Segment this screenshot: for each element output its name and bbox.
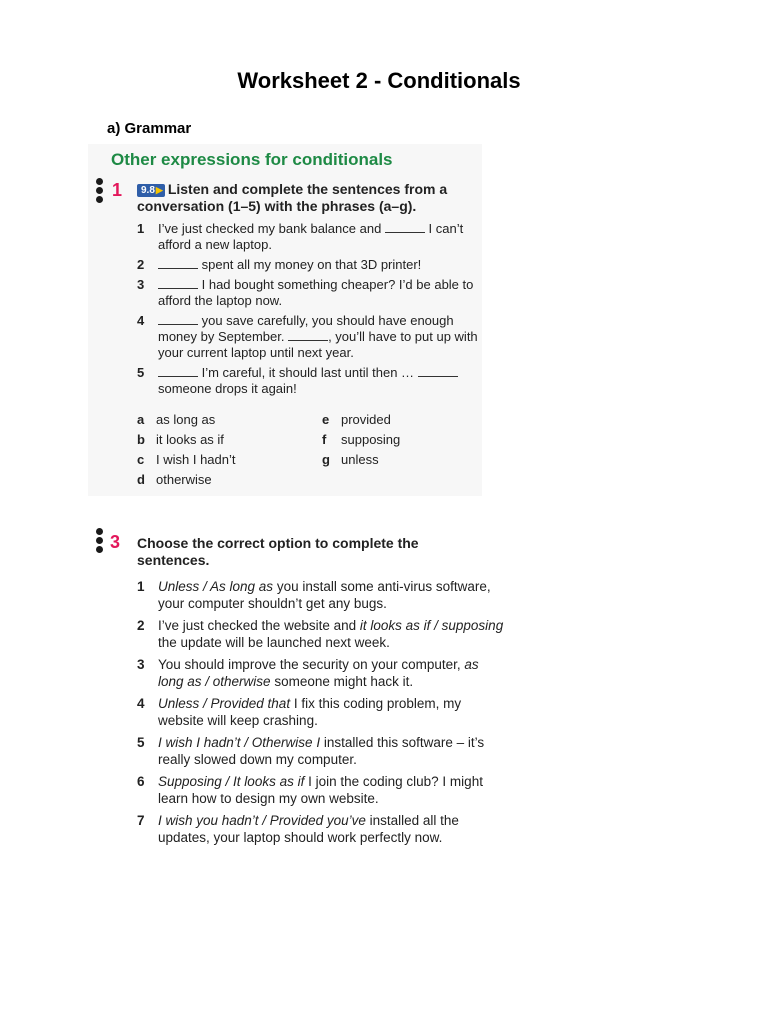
section-label: a) Grammar — [107, 120, 192, 137]
item-number: 4 — [137, 313, 145, 328]
option-item — [137, 470, 317, 490]
list-item — [137, 812, 505, 846]
list-item — [137, 734, 505, 768]
item-text: I had bought something cheaper? I’d be able to afford the laptop now. — [158, 277, 474, 308]
option-text: I wish I hadn’t — [156, 452, 236, 467]
option-text: supposing — [341, 432, 401, 447]
option-letter: a — [137, 412, 145, 427]
item-text: , you’ll have to put up with your current laptop until next year. — [158, 329, 478, 360]
answer-blank[interactable] — [158, 277, 198, 289]
audio-track-number: 9.8 — [141, 185, 155, 196]
exercise-1-items — [137, 221, 482, 401]
item-text: spent all my money on that 3D printer! — [198, 257, 422, 272]
option-text: as long as — [156, 412, 216, 427]
exercise-3-items — [137, 578, 505, 851]
option-text: provided — [341, 412, 391, 427]
item-text: I’ve just checked the website and — [158, 618, 360, 633]
option-choice[interactable]: Unless / Provided that — [158, 696, 291, 711]
item-number: 4 — [137, 696, 145, 711]
list-item — [137, 221, 482, 253]
item-text: you save carefully, you should have enough money by September. — [158, 313, 454, 344]
dots-icon — [96, 528, 104, 555]
list-item — [137, 277, 482, 309]
item-text: I’m careful, it should last until then … — [198, 365, 418, 380]
list-item — [137, 313, 482, 361]
option-choice[interactable]: I wish you hadn’t / Provided you’ve — [158, 813, 366, 828]
item-text: I can’t afford a new laptop. — [158, 221, 464, 252]
option-choice[interactable]: I wish I hadn’t / Otherwise I — [158, 735, 321, 750]
option-item — [137, 430, 317, 450]
item-text: someone might hack it. — [270, 674, 414, 689]
option-choice[interactable]: Unless / As long as — [158, 579, 274, 594]
option-item — [322, 430, 472, 450]
exercise-1-options-left — [137, 410, 317, 490]
option-letter: d — [137, 472, 145, 487]
exercise-1-heading: Other expressions for conditionals — [111, 150, 393, 169]
item-number: 1 — [137, 221, 145, 236]
list-item — [137, 617, 505, 651]
option-choice[interactable]: as long as / otherwise — [158, 657, 479, 689]
dots-icon — [96, 178, 104, 205]
item-number: 3 — [137, 277, 145, 292]
list-item — [137, 257, 482, 273]
exercise-1-number: 1 — [112, 180, 123, 200]
option-choice[interactable]: it looks as if / supposing — [359, 618, 504, 633]
list-item — [137, 365, 482, 397]
option-item — [137, 450, 317, 470]
item-text: installed all the updates, your laptop should work perfectly now. — [158, 813, 459, 845]
answer-blank[interactable] — [385, 221, 425, 233]
item-text: someone drops it again! — [158, 381, 297, 396]
audio-track-icon[interactable]: 9.8▶ — [137, 184, 165, 197]
option-letter: g — [322, 452, 330, 467]
exercise-3-number: 3 — [110, 532, 121, 552]
item-text: installed this software – it’s really slowed down my computer. — [158, 735, 485, 767]
answer-blank[interactable] — [418, 365, 458, 377]
option-text: otherwise — [156, 472, 212, 487]
exercise-1-instruction — [137, 181, 477, 215]
item-number: 3 — [137, 657, 145, 672]
list-item — [137, 656, 505, 690]
list-item — [137, 773, 505, 807]
item-text: I join the coding club? I might learn how to design my own website. — [158, 774, 483, 806]
option-letter: f — [322, 432, 327, 447]
answer-blank[interactable] — [158, 257, 198, 269]
answer-blank[interactable] — [158, 365, 198, 377]
option-item — [137, 410, 317, 430]
item-text: you install some anti-virus software, your computer shouldn’t get any bugs. — [158, 579, 491, 611]
answer-blank[interactable] — [158, 313, 198, 325]
answer-blank[interactable] — [288, 329, 328, 341]
exercise-1-instruction-text: Listen and complete the sentences from a conversation (1–5) with the phrases (a–g). — [137, 181, 448, 214]
item-number: 7 — [137, 813, 145, 828]
option-text: it looks as if — [156, 432, 224, 447]
item-text: You should improve the security on your computer, — [158, 657, 465, 672]
page-title: Worksheet 2 - Conditionals — [237, 68, 521, 93]
exercise-1-options-right — [322, 410, 472, 470]
item-number: 1 — [137, 579, 145, 594]
option-choice[interactable]: Supposing / It looks as if — [158, 774, 305, 789]
option-letter: c — [137, 452, 145, 467]
option-item — [322, 410, 472, 430]
item-text: I’ve just checked my bank balance and — [158, 221, 385, 236]
option-letter: b — [137, 432, 145, 447]
item-number: 6 — [137, 774, 145, 789]
list-item — [137, 695, 505, 729]
item-number: 5 — [137, 365, 145, 380]
option-text: unless — [341, 452, 379, 467]
option-item — [322, 450, 472, 470]
item-text: I fix this coding problem, my website will keep crashing. — [158, 696, 462, 728]
item-text: the update will be launched next week. — [158, 635, 390, 650]
item-number: 2 — [137, 257, 145, 272]
exercise-3-instruction: Choose the correct option to complete the sentences. — [137, 535, 419, 568]
item-number: 2 — [137, 618, 145, 633]
item-number: 5 — [137, 735, 145, 750]
list-item — [137, 578, 505, 612]
option-letter: e — [322, 412, 330, 427]
